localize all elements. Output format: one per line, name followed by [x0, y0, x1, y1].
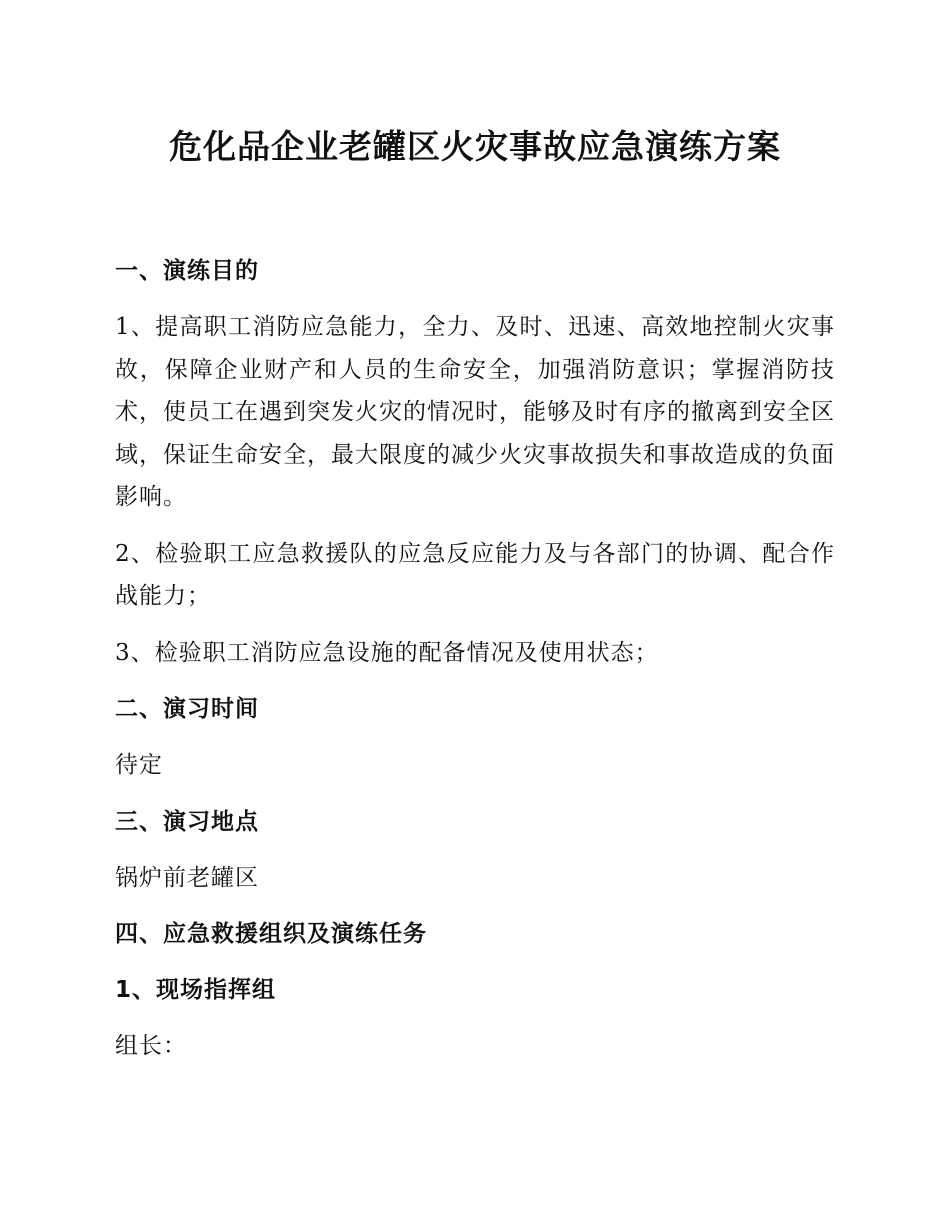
- paragraph-purpose-3: 3、检验职工消防应急设施的配备情况及使用状态；: [115, 639, 659, 666]
- section-heading-time: 二、演习时间: [115, 696, 259, 722]
- section-heading-location: 三、演习地点: [115, 808, 259, 835]
- page-title: 危化品企业老罐区火灾事故应急演练方案: [169, 127, 781, 166]
- paragraph-purpose-2: 2、检验职工应急救援队的应急反应能力及与各部门的协调、配合作战能力；: [115, 540, 835, 609]
- section-heading-organization: 四、应急救援组织及演练任务: [115, 921, 427, 947]
- section-heading-purpose: 一、演练目的: [115, 258, 259, 284]
- subsection-heading-command-group: 1、现场指挥组: [115, 977, 277, 1003]
- document-body: [115, 250, 835, 1082]
- paragraph-purpose-1: 1、提高职工消防应急能力，全力、及时、迅速、高效地控制火灾事故，保障企业财产和人员的生命安全，加强消防意识；掌握消防技术，使员工在遇到突发火灾的情况时，能够及时有序的撤离到安全区域，保证生命安全，最大限度的减少火灾事故损失和事故造成的负面影响。: [115, 314, 835, 510]
- paragraph-time: 待定: [115, 752, 163, 778]
- paragraph-group-leader: 组长：: [115, 1033, 187, 1059]
- paragraph-location: 锅炉前老罐区: [115, 864, 259, 891]
